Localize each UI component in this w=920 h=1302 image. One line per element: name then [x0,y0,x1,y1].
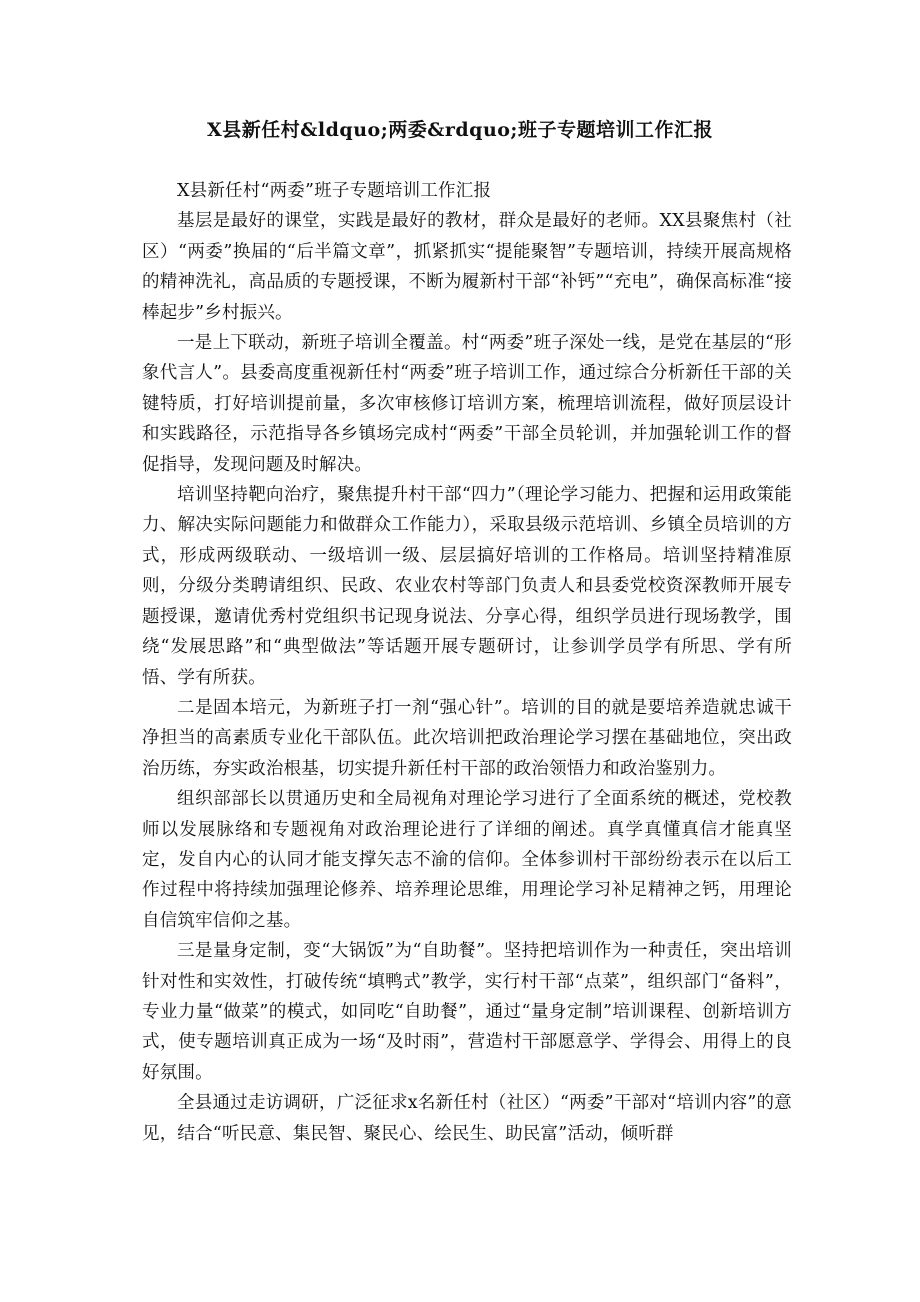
paragraph-survey: 全县通过走访调研，广泛征求x名新任村（社区）“两委”干部对“培训内容”的意见，结合“听民意、集民智、聚民心、绘民生、助民富”活动，倾听群 [142,1093,792,1144]
paragraph-section-one: 一是上下联动，新班子培训全覆盖。村“两委”班子深处一线，是党在基层的“形象代言人”。县委高度重视新任村“两委”班子培训工作，通过综合分析新任干部的关键特质，打好培训提前量，多次审核修订培训方案，梳理培训流程，做好顶层设计和实践路径，示范指导各乡镇场完成村“两委”干部全员轮训，并加强轮训工作的督促指导，发现问题及时解决。 [142,333,792,475]
paragraph-section-three: 三是量身定制，变“大锅饭”为“自助餐”。坚持把培训作为一种责任，突出培训针对性和实效性，打破传统“填鸭式”教学，实行村干部“点菜”，组织部门“备料”，专业力量“做菜”的模式，如同吃“自助餐”，通过“量身定制”培训课程、创新培训方式，使专题培训真正成为一场“及时雨”，营造村干部愿意学、学得会、用得上的良好氛围。 [142,941,792,1083]
paragraph-intro: 基层是最好的课堂，实践是最好的教材，群众是最好的老师。XX县聚焦村（社区）“两委”换届的“后半篇文章”，抓紧抓实“提能聚智”专题培训，持续开展高规格的精神洗礼，高品质的专题授课，不断为履新村干部“补钙”“充电”，确保高标准“接棒起步”乡村振兴。 [142,211,792,323]
paragraph-subtitle: X县新任村“两委”班子专题培训工作汇报 [177,181,492,201]
document-title: X县新任村&ldquo;两委&rdquo;班子专题培训工作汇报 [207,119,713,141]
paragraph-section-two: 二是固本培元，为新班子打一剂“强心针”。培训的目的就是要培养造就忠诚干净担当的高素质专业化干部队伍。此次培训把政治理论学习摆在基础地位，突出政治历练，夯实政治根基，切实提升新任村干部的政治领悟力和政治鉴别力。 [142,697,792,779]
paragraph-training-approach: 培训坚持靶向治疗，聚焦提升村干部“四力”（理论学习能力、把握和运用政策能力、解决实际问题能力和做群众工作能力），采取县级示范培训、乡镇全员培训的方式，形成两级联动、一级培训一级、层层搞好培训的工作格局。培训坚持精准原则，分级分类聘请组织、民政、农业农村等部门负责人和县委党校资深教师开展专题授课，邀请优秀村党组织书记现身说法、分享心得，组织学员进行现场教学，围绕“发展思路”和“典型做法”等话题开展专题研讨，让参训学员学有所思、学有所悟、学有所获。 [142,485,792,688]
paragraph-theory-study: 组织部部长以贯通历史和全局视角对理论学习进行了全面系统的概述，党校教师以发展脉络和专题视角对政治理论进行了详细的阐述。真学真懂真信才能真坚定，发自内心的认同才能支撑矢志不渝的信仰。全体参训村干部纷纷表示在以后工作过程中将持续加强理论修养、培养理论思维，用理论学习补足精神之钙，用理论自信筑牢信仰之基。 [142,789,792,931]
document-body [142,176,792,1149]
